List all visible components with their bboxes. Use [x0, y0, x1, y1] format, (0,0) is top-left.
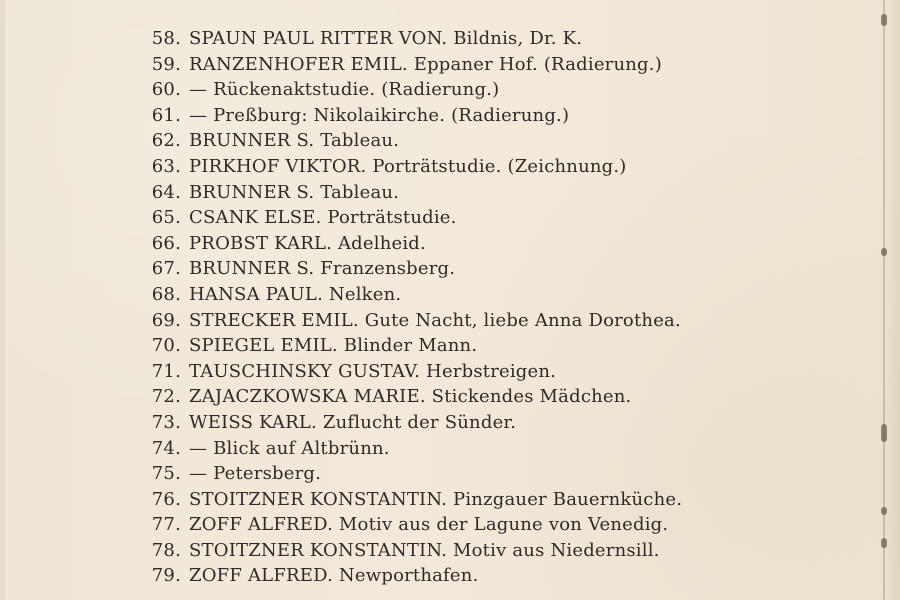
catalog-entry: [147, 333, 682, 359]
entry-text: — Petersberg.: [189, 463, 322, 485]
catalog-entry: [147, 77, 682, 103]
entry-text: BRUNNER S. Tableau.: [189, 181, 400, 203]
entry-number: 61.: [151, 104, 181, 126]
binding-mark: [881, 507, 887, 515]
entry-text: BRUNNER S. Tableau.: [189, 130, 400, 152]
binding-mark: [881, 424, 887, 442]
entry-text: PIRKHOF VIKTOR. Porträtstudie. (Zeichnung.): [189, 155, 627, 177]
catalog-entry: [147, 231, 682, 257]
entry-number: 58.: [151, 28, 181, 49]
entry-number: 69.: [151, 309, 181, 331]
catalog-entry: [147, 512, 682, 538]
entry-number: 71.: [151, 360, 181, 382]
entry-text: STRECKER EMIL. Gute Nacht, liebe Anna Dorothea.: [189, 309, 681, 331]
entry-number: 79.: [151, 565, 181, 587]
entry-text: TAUSCHINSKY GUSTAV. Herbstreigen.: [189, 360, 557, 382]
entry-number: 78.: [151, 539, 181, 561]
catalog-entry: [147, 282, 682, 308]
entry-text: ZAJACZKOWSKA MARIE. Stickendes Mädchen.: [189, 386, 632, 408]
catalog-entry: [147, 359, 682, 385]
entry-text: HANSA PAUL. Nelken.: [189, 283, 402, 305]
entry-text: — Preßburg: Nikolaikirche. (Radierung.): [189, 104, 570, 126]
entry-number: 66.: [151, 232, 181, 254]
catalog-entry: [147, 256, 682, 282]
binding-mark: [881, 538, 887, 548]
entry-text: SPAUN PAUL RITTER VON. Bildnis, Dr. K.: [189, 28, 583, 49]
entry-number: 73.: [151, 411, 181, 433]
catalog-entry: [147, 410, 682, 436]
entry-text: — Rückenaktstudie. (Radierung.): [189, 79, 500, 101]
entry-number: 59.: [151, 53, 181, 75]
entry-text: RANZENHOFER EMIL. Eppaner Hof. (Radierung.): [189, 53, 662, 75]
entry-text: STOITZNER KONSTANTIN. Pinzgauer Bauernküche.: [189, 488, 683, 510]
entry-number: 63.: [151, 155, 181, 177]
page-left-border: [0, 0, 5, 600]
catalog-entry: [147, 436, 682, 462]
catalog-entry: [147, 205, 682, 231]
entry-number: 64.: [151, 181, 181, 203]
entry-number: 74.: [151, 437, 181, 459]
entry-number: 62.: [151, 130, 181, 152]
catalog-entry: [147, 128, 682, 154]
catalog-list: [147, 26, 682, 589]
catalog-entry: [147, 103, 682, 129]
binding-mark: [881, 14, 887, 26]
catalog-entry: [147, 52, 682, 78]
entry-number: 68.: [151, 283, 181, 305]
entry-text: STOITZNER KONSTANTIN. Motiv aus Niedernsill.: [189, 539, 660, 561]
catalog-entry: [147, 154, 682, 180]
entry-text: SPIEGEL EMIL. Blinder Mann.: [189, 335, 478, 357]
catalog-entry: [147, 180, 682, 206]
catalog-entry: [147, 538, 682, 564]
entry-text: CSANK ELSE. Porträtstudie.: [189, 207, 457, 229]
entry-text: ZOFF ALFRED. Newporthafen.: [189, 565, 479, 587]
entry-text: ZOFF ALFRED. Motiv aus der Lagune von Venedig.: [189, 514, 669, 536]
entry-number: 76.: [151, 488, 181, 510]
catalog-entry: [147, 563, 682, 589]
catalog-entry: [147, 461, 682, 487]
catalog-entry: [147, 308, 682, 334]
catalog-entry: [147, 384, 682, 410]
entry-number: 70.: [151, 335, 181, 357]
catalog-entry: [147, 487, 682, 513]
entry-number: 77.: [151, 514, 181, 536]
entry-text: — Blick auf Altbrünn.: [189, 437, 390, 459]
entry-text: BRUNNER S. Franzensberg.: [189, 258, 456, 280]
entry-text: WEISS KARL. Zuflucht der Sünder.: [189, 411, 517, 433]
entry-number: 65.: [151, 207, 181, 229]
entry-number: 72.: [151, 386, 181, 408]
entry-number: 67.: [151, 258, 181, 280]
entry-number: 60.: [151, 79, 181, 101]
entry-number: 75.: [151, 463, 181, 485]
entry-text: PROBST KARL. Adelheid.: [189, 232, 426, 254]
catalog-entry: [147, 26, 682, 52]
binding-mark: [881, 248, 887, 256]
